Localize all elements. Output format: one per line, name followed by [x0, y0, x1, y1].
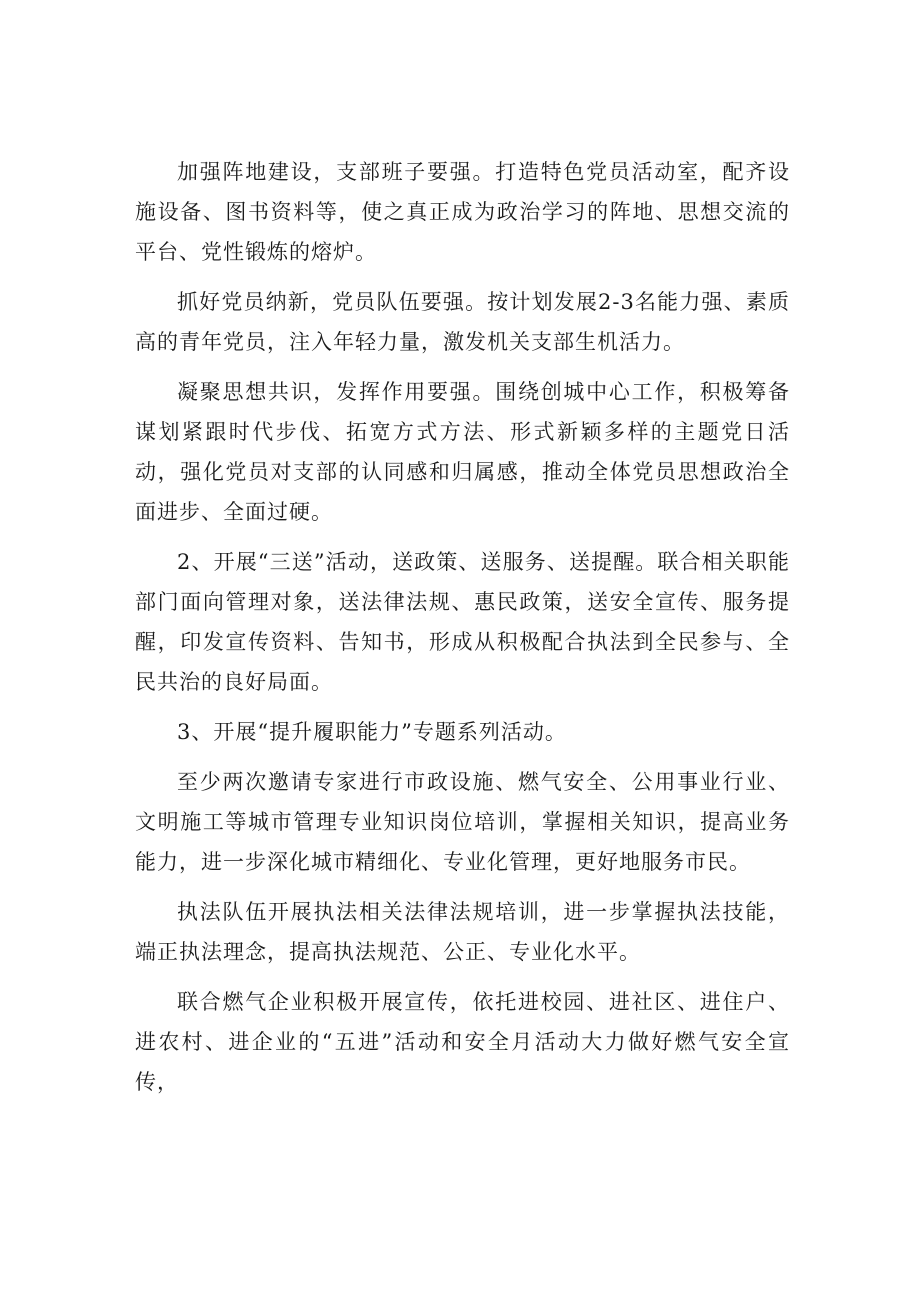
paragraph-position-building: 加强阵地建设，支部班子要强。打造特色党员活动室，配齐设施设备、图书资料等，使之真正成为政治学习的阵地、思想交流的平台、党性锻炼的熔炉。: [135, 160, 790, 264]
paragraph-gas-safety-publicity: 联合燃气企业积极开展宣传，依托进校园、进社区、进住户、进农村、进企业的“五进”活动和安全月活动大力做好燃气安全宣传，: [135, 990, 790, 1094]
paragraph-ideological-consensus: 凝聚思想共识，发挥作用要强。围绕创城中心工作，积极筹备谋划紧跟时代步伐、拓宽方式方法、形式新颖多样的主题党日活动，强化党员对支部的认同感和归属感，推动全体党员思想政治全面进步、全面过硬。: [135, 380, 790, 524]
paragraph-expert-training: 至少两次邀请专家进行市政设施、燃气安全、公用事业行业、文明施工等城市管理专业知识岗位培训，掌握相关知识，提高业务能力，进一步深化城市精细化、专业化管理，更好地服务市民。: [135, 770, 790, 874]
paragraph-law-training: 执法队伍开展执法相关法律法规培训，进一步掌握执法技能，端正执法理念，提高执法规范、公正、专业化水平。: [135, 900, 790, 964]
paragraph-capability-heading: 3、开展“提升履职能力”专题系列活动。: [177, 720, 567, 744]
paragraph-three-deliveries: 2、开展“三送”活动，送政策、送服务、送提醒。联合相关职能部门面向管理对象，送法律法规、惠民政策，送安全宣传、服务提醒，印发宣传资料、告知书，形成从积极配合执法到全民参与、全民共治的良好局面。: [135, 550, 790, 694]
document-body: [135, 152, 790, 1102]
paragraph-member-recruitment: 抓好党员纳新，党员队伍要强。按计划发展2-3名能力强、素质高的青年党员，注入年轻力量，激发机关支部生机活力。: [135, 290, 790, 354]
